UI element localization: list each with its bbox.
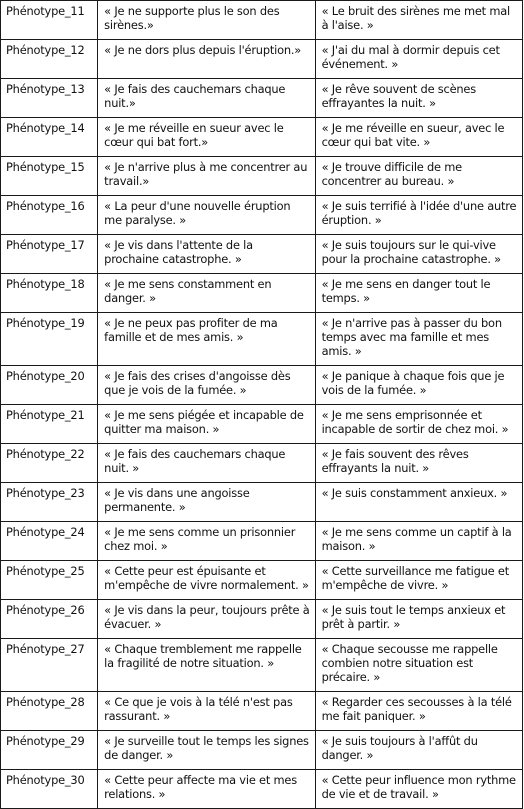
statement-paraphrase-cell: « Je fais souvent des rêves effrayants la nuit. » xyxy=(315,444,522,483)
table-row xyxy=(1,731,523,770)
statement-paraphrase-cell: « Chaque secousse me rappelle combien notre situation est précaire. » xyxy=(315,639,522,692)
phenotype-id-cell: Phénotype_29 xyxy=(1,731,98,770)
table-row xyxy=(1,235,523,274)
statement-original-cell: « Je ne supporte plus le son des sirènes.» xyxy=(98,1,315,40)
statement-original-cell: « Cette peur est épuisante et m'empêche de vivre normalement. » xyxy=(98,561,315,600)
statement-original-cell: « Je vis dans la peur, toujours prête à évacuer. » xyxy=(98,600,315,639)
phenotype-id-cell: Phénotype_13 xyxy=(1,79,98,118)
table-row xyxy=(1,639,523,692)
statement-paraphrase-cell: « Je me sens emprisonnée et incapable de sortir de chez moi. » xyxy=(315,405,522,444)
phenotype-id-cell: Phénotype_25 xyxy=(1,561,98,600)
phenotype-id-cell: Phénotype_12 xyxy=(1,40,98,79)
phenotype-id-cell: Phénotype_27 xyxy=(1,639,98,692)
phenotype-id-cell: Phénotype_21 xyxy=(1,405,98,444)
statement-original-cell: « Je surveille tout le temps les signes de danger. » xyxy=(98,731,315,770)
phenotype-id-cell: Phénotype_14 xyxy=(1,118,98,157)
table-row xyxy=(1,1,523,40)
phenotype-id-cell: Phénotype_15 xyxy=(1,157,98,196)
statement-paraphrase-cell: « Je n'arrive pas à passer du bon temps avec ma famille et mes amis. » xyxy=(315,313,522,366)
statement-paraphrase-cell: « Je rêve souvent de scènes effrayantes la nuit. » xyxy=(315,79,522,118)
phenotype-id-cell: Phénotype_20 xyxy=(1,366,98,405)
statement-paraphrase-cell: « Je suis toujours sur le qui-vive pour la prochaine catastrophe. » xyxy=(315,235,522,274)
table-row xyxy=(1,157,523,196)
statement-paraphrase-cell: « Je suis tout le temps anxieux et prêt à partir. » xyxy=(315,600,522,639)
statement-original-cell: « Je vis dans une angoisse permanente. » xyxy=(98,483,315,522)
phenotype-id-cell: Phénotype_11 xyxy=(1,1,98,40)
table-row xyxy=(1,313,523,366)
phenotype-id-cell: Phénotype_19 xyxy=(1,313,98,366)
phenotype-id-cell: Phénotype_26 xyxy=(1,600,98,639)
statement-paraphrase-cell: « Je me sens comme un captif à la maison. » xyxy=(315,522,522,561)
statement-paraphrase-cell: « Je trouve difficile de me concentrer au bureau. » xyxy=(315,157,522,196)
statement-original-cell: « Je me réveille en sueur avec le cœur qui bat fort.» xyxy=(98,118,315,157)
table-row xyxy=(1,274,523,313)
statement-original-cell: « Chaque tremblement me rappelle la fragilité de notre situation. » xyxy=(98,639,315,692)
table-row xyxy=(1,561,523,600)
phenotype-table-body xyxy=(1,1,523,809)
table-row xyxy=(1,405,523,444)
table-row xyxy=(1,40,523,79)
statement-original-cell: « Je fais des cauchemars chaque nuit. » xyxy=(98,444,315,483)
statement-paraphrase-cell: « Regarder ces secousses à la télé me fait paniquer. » xyxy=(315,692,522,731)
table-row xyxy=(1,600,523,639)
statement-paraphrase-cell: « Je panique à chaque fois que je vois de la fumée. » xyxy=(315,366,522,405)
table-row xyxy=(1,366,523,405)
statement-paraphrase-cell: « Cette peur influence mon rythme de vie et de travail. » xyxy=(315,770,522,809)
table-row xyxy=(1,118,523,157)
statement-original-cell: « La peur d'une nouvelle éruption me paralyse. » xyxy=(98,196,315,235)
statement-original-cell: « Je ne dors plus depuis l'éruption.» xyxy=(98,40,315,79)
table-row xyxy=(1,483,523,522)
table-row xyxy=(1,692,523,731)
statement-paraphrase-cell: « Le bruit des sirènes me met mal à l'aise. » xyxy=(315,1,522,40)
statement-original-cell: « Je me sens piégée et incapable de quitter ma maison. » xyxy=(98,405,315,444)
phenotype-id-cell: Phénotype_28 xyxy=(1,692,98,731)
phenotype-id-cell: Phénotype_16 xyxy=(1,196,98,235)
phenotype-id-cell: Phénotype_24 xyxy=(1,522,98,561)
statement-original-cell: « Je fais des crises d'angoisse dès que je vois de la fumée. » xyxy=(98,366,315,405)
statement-original-cell: « Cette peur affecte ma vie et mes relations. » xyxy=(98,770,315,809)
statement-original-cell: « Ce que je vois à la télé n'est pas rassurant. » xyxy=(98,692,315,731)
statement-original-cell: « Je vis dans l'attente de la prochaine catastrophe. » xyxy=(98,235,315,274)
phenotype-id-cell: Phénotype_30 xyxy=(1,770,98,809)
table-row xyxy=(1,522,523,561)
phenotype-id-cell: Phénotype_23 xyxy=(1,483,98,522)
statement-original-cell: « Je ne peux pas profiter de ma famille et de mes amis. » xyxy=(98,313,315,366)
statement-original-cell: « Je me sens comme un prisonnier chez moi. » xyxy=(98,522,315,561)
phenotype-id-cell: Phénotype_22 xyxy=(1,444,98,483)
statement-paraphrase-cell: « Je me sens en danger tout le temps. » xyxy=(315,274,522,313)
statement-paraphrase-cell: « Je suis terrifié à l'idée d'une autre éruption. » xyxy=(315,196,522,235)
statement-original-cell: « Je fais des cauchemars chaque nuit.» xyxy=(98,79,315,118)
table-row xyxy=(1,444,523,483)
statement-paraphrase-cell: « Je me réveille en sueur, avec le cœur qui bat vite. » xyxy=(315,118,522,157)
phenotype-id-cell: Phénotype_18 xyxy=(1,274,98,313)
statement-original-cell: « Je me sens constamment en danger. » xyxy=(98,274,315,313)
statement-original-cell: « Je n'arrive plus à me concentrer au travail.» xyxy=(98,157,315,196)
statement-paraphrase-cell: « Je suis constamment anxieux. » xyxy=(315,483,522,522)
phenotype-id-cell: Phénotype_17 xyxy=(1,235,98,274)
statement-paraphrase-cell: « Cette surveillance me fatigue et m'empêche de vivre. » xyxy=(315,561,522,600)
table-row xyxy=(1,79,523,118)
table-row xyxy=(1,770,523,809)
statement-paraphrase-cell: « Je suis toujours à l'affût du danger. » xyxy=(315,731,522,770)
table-row xyxy=(1,196,523,235)
statement-paraphrase-cell: « J'ai du mal à dormir depuis cet événement. » xyxy=(315,40,522,79)
